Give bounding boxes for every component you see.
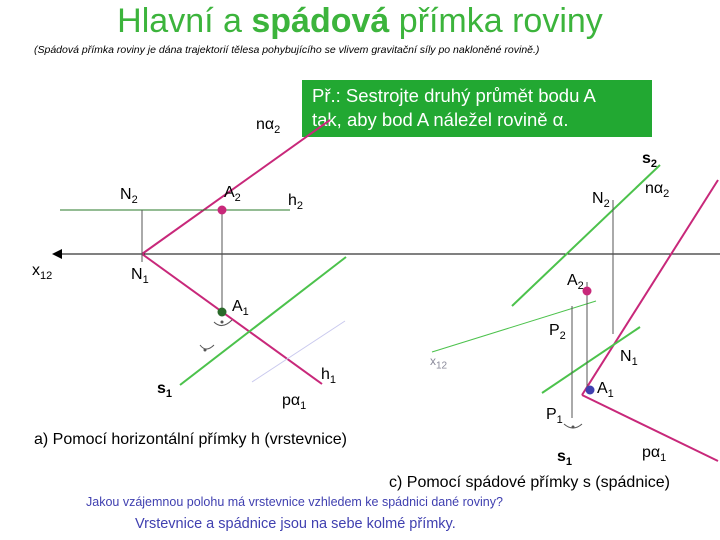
label-h1: $h_1$ (321, 366, 337, 387)
label-A2-right: $A_2$ (567, 272, 584, 293)
label-P2: $P_2$ (549, 322, 566, 343)
point-A2-left (218, 206, 227, 215)
task-line-1: Př.: Sestrojte druhý průmět bodu A (312, 85, 596, 106)
label-x12-right: $x_{12}$ (430, 354, 448, 372)
subtitle: (Spádová přímka roviny je dána trajektorií tělesa pohybujícího se vlivem gravitační síly po nakloněné rovině.) (34, 44, 540, 56)
label-N1-left: $N_1$ (131, 266, 149, 287)
point-A1-left (218, 308, 227, 317)
angle-dot-right (572, 426, 575, 429)
label-P1: $P_1$ (546, 406, 563, 427)
point-A1-right (586, 386, 595, 395)
caption-a: a) Pomocí horizontální přímky h (vrstevnice) (34, 431, 347, 448)
angle-dot-left-1 (221, 321, 224, 324)
task-line-2: tak, aby bod A náležel rovině α. (312, 109, 569, 130)
axis-x12-right (432, 301, 596, 352)
label-s1-right: $s_1$ (557, 448, 573, 469)
label-A2-left: $A_2$ (224, 184, 241, 205)
label-h2: $h_2$ (288, 192, 304, 213)
point-A2-right (583, 287, 592, 296)
label-s1-left: $s_1$ (157, 380, 173, 401)
label-A1-right: $A_1$ (597, 380, 614, 401)
axis-arrow-left (52, 249, 62, 259)
angle-arc-left-2 (200, 345, 214, 349)
line-s2 (512, 165, 660, 306)
label-N2-left: $N_2$ (120, 186, 138, 207)
label-p-alpha1-right: $p\alpha_1$ (642, 444, 667, 465)
caption-c: c) Pomocí spádové přímky s (spádnice) (389, 474, 670, 491)
question-text: Jakou vzájemnou polohu má vrstevnice vzhledem ke spádnici dané roviny? (86, 495, 503, 509)
label-N2-right: $N_2$ (592, 190, 610, 211)
angle-dot-left-2 (204, 349, 207, 352)
label-x12-left: $x_{12}$ (32, 262, 53, 283)
label-n-alpha2-left: $n\alpha_2$ (256, 116, 281, 137)
label-s2: $s_2$ (642, 150, 658, 171)
label-N1-right: $N_1$ (620, 348, 638, 369)
trace-p-alpha1-left (142, 254, 322, 384)
trace-n-alpha2-right (582, 180, 718, 395)
label-p-alpha1-left: $p\alpha_1$ (282, 392, 307, 413)
page-title: Hlavní a spádová přímka roviny (117, 2, 603, 40)
label-A1-left: $A_1$ (232, 298, 249, 319)
label-n-alpha2-right: $n\alpha_2$ (645, 180, 670, 201)
answer-text: Vrstevnice a spádnice jsou na sebe kolmé přímky. (135, 516, 456, 532)
